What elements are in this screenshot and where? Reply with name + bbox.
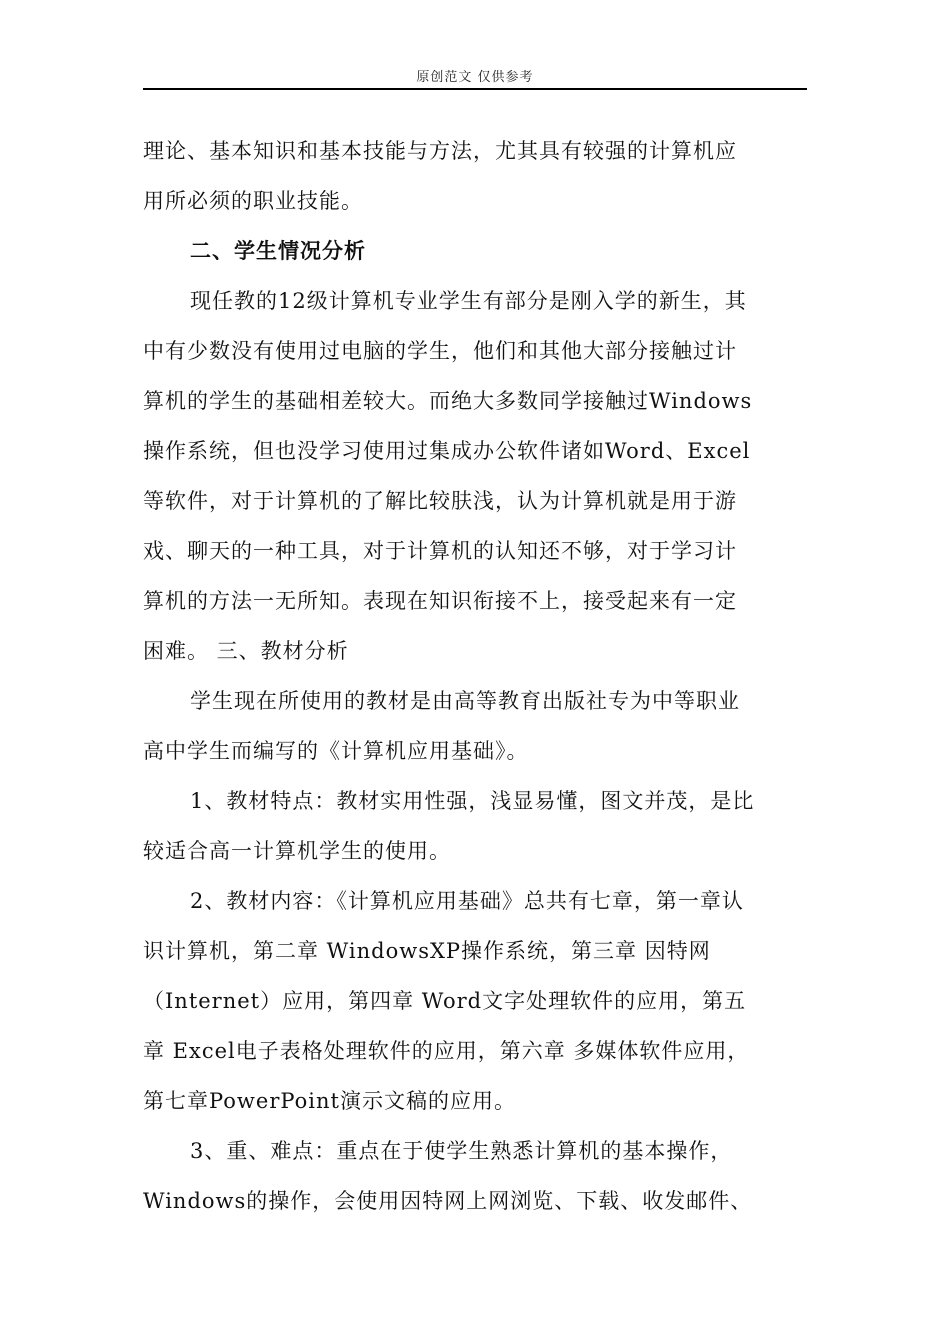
document-body (143, 126, 807, 1226)
text-line: 算机的方法一无所知。表现在知识衔接不上，接受起来有一定 (143, 589, 737, 613)
text-line: 章 Excel电子表格处理软件的应用，第六章 多媒体软件应用， (143, 1039, 750, 1063)
text-line: Windows的操作，会使用因特网上网浏览、下载、收发邮件、 (143, 1189, 753, 1213)
text-line: 理论、基本知识和基本技能与方法，尤其具有较强的计算机应 (143, 139, 737, 163)
text-line: 识计算机，第二章 WindowsXP操作系统，第三章 因特网 (143, 939, 711, 963)
text-line: 操作系统，但也没学习使用过集成办公软件诸如Word、Excel (143, 439, 751, 463)
text-line: 学生现在所使用的教材是由高等教育出版社专为中等职业 (190, 689, 740, 713)
text-line: 用所必须的职业技能。 (143, 189, 363, 213)
text-line: 2、教材内容：《计算机应用基础》总共有七章，第一章认 (190, 889, 744, 913)
text-line: 中有少数没有使用过电脑的学生，他们和其他大部分接触过计 (143, 339, 737, 363)
text-line: （Internet）应用，第四章 Word文字处理软件的应用，第五 (143, 989, 747, 1013)
text-line: 现任教的12级计算机专业学生有部分是刚入学的新生，其 (190, 289, 747, 313)
text-line: 1、教材特点：教材实用性强，浅显易懂，图文并茂，是比 (190, 789, 755, 813)
text-line: 困难。 三、教材分析 (143, 639, 349, 663)
page-header (143, 66, 807, 90)
section-heading: 二、学生情况分析 (190, 239, 366, 263)
text-line: 较适合高一计算机学生的使用。 (143, 839, 451, 863)
text-line: 算机的学生的基础相差较大。而绝大多数同学接触过Windows (143, 389, 753, 413)
text-line: 高中学生而编写的《计算机应用基础》。 (143, 739, 529, 763)
text-line: 戏、聊天的一种工具，对于计算机的认知还不够，对于学习计 (143, 539, 737, 563)
text-line: 第七章PowerPoint演示文稿的应用。 (143, 1089, 516, 1113)
header-text: 原创范文 仅供参考 (416, 70, 534, 85)
text-line: 3、重、难点：重点在于使学生熟悉计算机的基本操作， (190, 1139, 733, 1163)
text-line: 等软件，对于计算机的了解比较肤浅，认为计算机就是用于游 (143, 489, 737, 513)
